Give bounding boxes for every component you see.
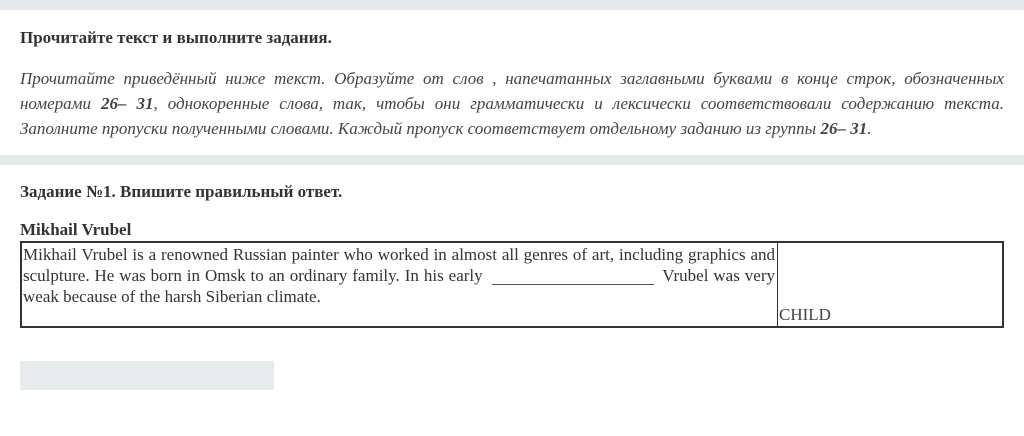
range-label-2: 26– 31 bbox=[820, 119, 868, 138]
intro-title: Прочитайте текст и выполните задания. bbox=[20, 28, 332, 47]
range-label-1: 26– 31 bbox=[101, 94, 154, 113]
passage-cell bbox=[21, 242, 778, 327]
passage-text bbox=[22, 243, 777, 307]
instructions-end: . bbox=[867, 119, 872, 138]
task-title: Задание №1. Впишите правильный ответ. bbox=[20, 182, 343, 201]
instructions-text bbox=[20, 66, 1004, 141]
answer-bar bbox=[20, 361, 274, 390]
keyword-label: CHILD bbox=[779, 305, 831, 324]
keyword-cell bbox=[778, 242, 1004, 327]
passage-before: Mikhail Vrubel is a renowned Russian painter who worked in almost all genres of art, including graphics and sculpture. He was born in Omsk to an ordinary family. In his early bbox=[23, 245, 775, 285]
section-divider bbox=[0, 155, 1024, 165]
top-divider-strip bbox=[0, 0, 1024, 10]
text-title: Mikhail Vrubel bbox=[20, 220, 132, 239]
gap-answer-input[interactable] bbox=[492, 270, 654, 285]
instructions-part2: , однокоренные слова, так, чтобы они грамматически и лексически соответствовали содержанию текста. Заполните пропуски полученными словами. Каждый пропуск соответствует отдельному заданию из группы bbox=[20, 94, 1005, 138]
passage-after: Vrubel was very weak because of the harsh Siberian climate. bbox=[23, 266, 776, 306]
task-table bbox=[20, 241, 1004, 328]
instructions-part1: Прочитайте приведённый ниже текст. Образуйте от слов , напечатанных заглавными буквами в конце строк, обозначенных номерами bbox=[20, 69, 1004, 113]
